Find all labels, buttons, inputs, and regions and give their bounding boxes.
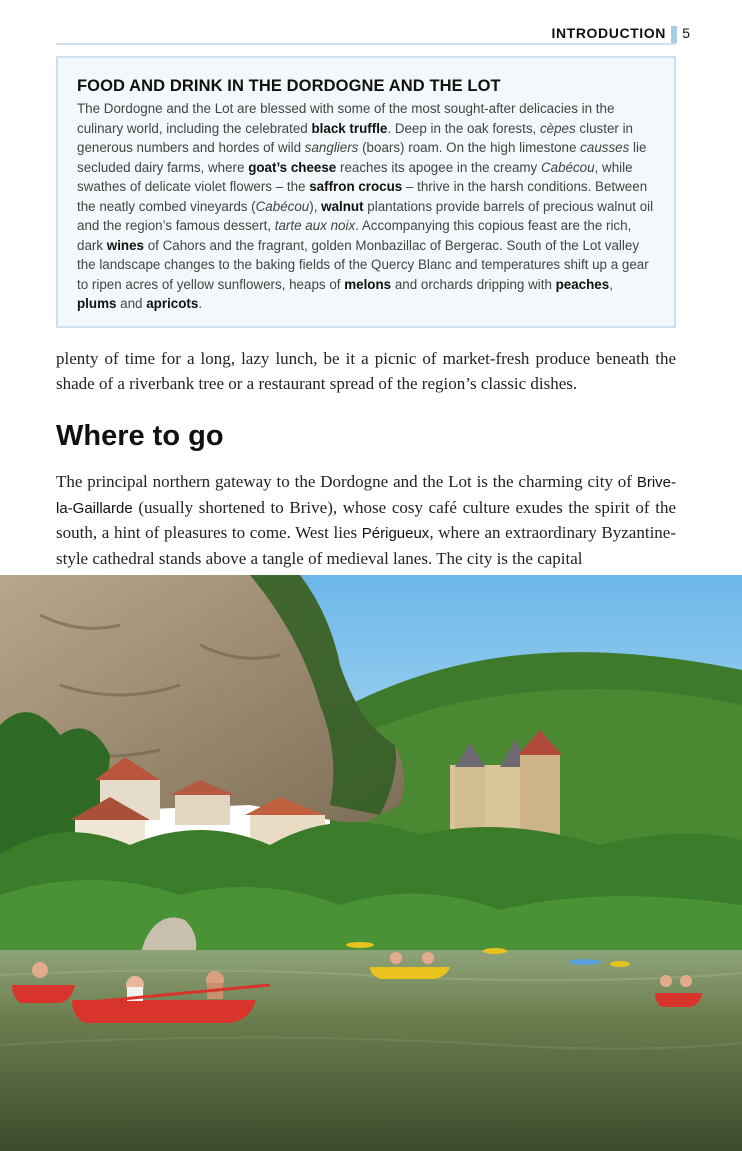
text-run: lie secluded dairy farms, where	[77, 140, 647, 175]
foreign-term: Cabécou	[540, 159, 595, 175]
highlight-term: apricots	[146, 296, 199, 311]
where-to-go-heading: Where to go	[56, 420, 224, 452]
intro-paragraph: plenty of time for a long, lazy lunch, be it a picnic of market-fresh produce beneath the shade of a riverbank tree or a restaurant spread of the region’s classic dishes.	[56, 349, 676, 393]
highlight-term: goat’s cheese	[248, 159, 337, 175]
text-run: .	[198, 296, 203, 311]
running-header	[56, 24, 690, 44]
river-photo	[0, 575, 742, 1151]
box-title: FOOD AND DRINK IN THE DORDOGNE AND THE LOT	[77, 77, 501, 95]
text-run: The principal northern gateway to the Dordogne and the Lot is the charming city of	[56, 472, 637, 491]
text-run: The Dordogne and the Lot are blessed with some of the most sought-after delicacies in the culinary world, including the celebrated	[77, 101, 615, 136]
highlight-term: saffron crocus	[309, 179, 403, 194]
text-run: plantations provide barrels of precious walnut oil and the region’s famous dessert,	[77, 198, 654, 233]
text-run: cluster in generous numbers and hordes of wild	[77, 120, 634, 155]
dordogne-river-illustration	[0, 575, 742, 1151]
page-number: 5	[682, 25, 690, 41]
highlight-term: walnut	[321, 198, 364, 214]
highlight-term: wines	[106, 237, 144, 253]
river	[0, 950, 742, 1151]
foreign-term: sangliers	[304, 140, 359, 155]
text-run: ,	[609, 276, 613, 292]
text-run: ),	[309, 198, 322, 214]
text-run: , where an extraordinary Byzantine-style cathedral stands above a tangle of medieval lanes. The city is the capital	[56, 523, 676, 568]
highlight-term: black truffle	[311, 120, 388, 136]
text-run: – thrive in the harsh conditions. Between the neatly combed vineyards (	[77, 179, 648, 214]
text-run: (boars) roam. On the high limestone	[358, 140, 581, 155]
text-run: . Accompanying this copious feast are the rich, dark	[77, 218, 632, 253]
foreign-term: causses	[580, 140, 630, 155]
place-name: Périgueux	[361, 525, 430, 543]
text-run: and	[116, 296, 147, 311]
header-rule	[56, 43, 676, 45]
highlight-term: plums	[77, 296, 117, 311]
highlight-term: peaches	[555, 276, 610, 292]
text-run: of Cahors and the fragrant, golden Monbazillac of Bergerac. South of the Lot valley the landscape changes to the baking fields of the Quercy Blanc and temperatures shift up a gear to ripen acres of yellow sunflowers, heaps of	[77, 237, 649, 292]
place-name: Brive-la-Gaillarde	[56, 474, 676, 517]
highlight-term: melons	[344, 276, 392, 292]
where-to-go-paragraph	[56, 470, 676, 571]
text-run: , while swathes of delicate violet flowers – the	[77, 159, 633, 194]
foreign-term: cèpes	[539, 120, 576, 136]
box-text	[77, 99, 656, 314]
foreign-term: Cabécou	[255, 198, 310, 214]
foreign-term: tarte aux noix	[274, 218, 356, 233]
section-marker	[671, 26, 677, 43]
text-run: (usually shortened to Brive), whose cosy café culture exudes the spirit of the south, a hint of pleasures to come. West lies	[56, 497, 676, 543]
section-title: INTRODUCTION	[551, 25, 666, 41]
text-run: reaches its apogee in the creamy	[336, 159, 541, 175]
text-run: and orchards dripping with	[391, 276, 556, 292]
text-run: . Deep in the oak forests,	[387, 120, 540, 136]
food-and-drink-box	[56, 56, 676, 328]
